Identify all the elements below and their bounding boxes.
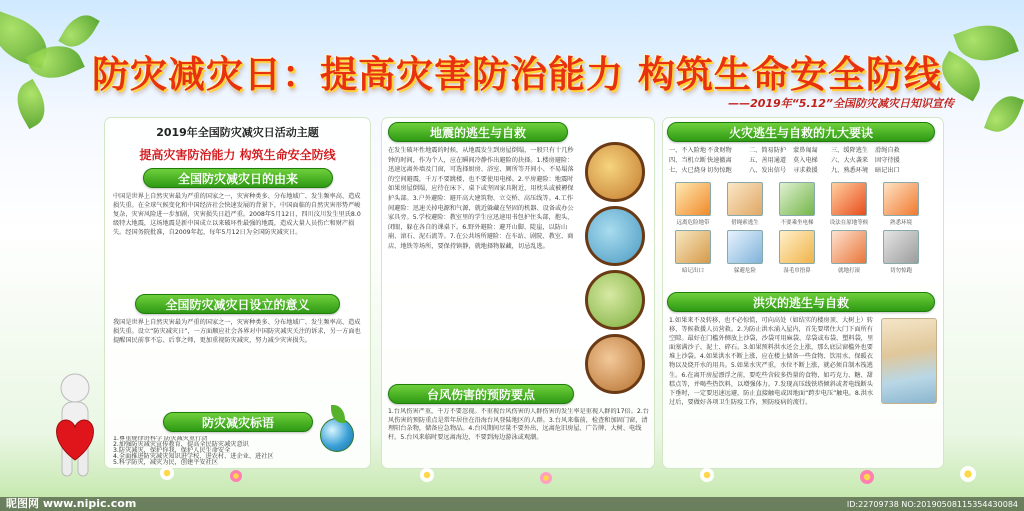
slogan-item: 1.尊重规律讲科学 防灾减灾重行动 [113,436,208,442]
fire-illustration [831,182,867,216]
person-with-heart-figure [40,372,110,482]
fire-illustration [675,182,711,216]
slogan-list [113,436,313,466]
quake-illustration [585,270,645,330]
meaning-heading: 全国防灾减灾日设立的意义 [135,294,340,314]
flower-decoration [160,466,174,480]
slogan-item: 5.科学防灾，减灾为民，创建平安社区 [113,459,218,466]
typhoon-heading: 台风伤害的预防要点 [388,384,574,404]
typhoon-text: 1.台风伤害严重，千万不要忽视。不重视台风伤害的人群伤害的发生率是重视人群的17倍。2.台风伤害的预防重点是常年居住在沿海台风登陆地区的人群。3.台风来临前，检查和加固门窗，清理阳台杂物，储备应急物品。4.台风期间尽量不要外出，远离危旧房屋、广告牌、大树、电线杆。5.台风来临时要远离海边，不要到海边游泳或观潮。 [388,408,649,441]
fire-illustration [727,230,763,264]
fire-tip: 快速撤离 [707,157,732,164]
quake-illustration [585,334,645,394]
page-title: 防灾减灾日：提高灾害防治能力 构筑生命安全防线 [92,53,942,96]
quake-text: 在发生破坏性地震的时候，从地震发生到房屋倒塌，一般只有十几秒钟的时间，作为个人，应在瞬间冷静作出避险的抉择。1.楼房避险：迅速远离外墙及门窗，可选择厨房、浴室、厕所等开间小、不易塌落的空间避震，千万不要跳楼，也不要使用电梯。2.平房避险：地震时如果房屋倒塌，应待在床下、桌下或坚固家具附近，用枕头或被褥保护头部。3.户外避险：避开高大建筑物、立交桥、高压线等。4.工作间避险：迅速关掉电源和气源，就近躲藏在坚固的机器、设备或办公家具旁。5.学校避险：教室里的学生应迅速用书包护住头部，抱头、闭眼，躲在各自的课桌下。6.野外避险：避开山脚、陡崖，以防山崩、滚石、泥石流等。7.在公共场所避险：在车站、剧院、教室、商店、地铁等场所，要保持镇静，就地择物躲藏，切忌乱逃。 [388,147,574,250]
flower-decoration [540,472,552,484]
fire-caption: 远离危险地带 [676,220,710,226]
fire-heading: 火灾逃生与自救的九大要诀 [667,122,935,142]
fire-tips [669,146,937,176]
fire-illustration [883,182,919,216]
fire-tip: 蒙鼻匍匐 [793,147,818,154]
fire-tip: 三、缓降逃生 [831,147,869,154]
fire-tip: 九、熟悉环境 [831,167,869,174]
flower-decoration [700,468,714,482]
fire-caption: 湿毛巾捂鼻 [783,268,811,274]
page-subtitle: ——2019年“5.12”全国防灾减灾日知识宣传 [728,97,954,110]
quake-illustration [585,142,645,202]
fire-illustration [883,230,919,264]
theme-slogan: 提高灾害防治能力 构筑生命安全防线 [139,148,336,162]
flower-decoration [230,470,242,482]
quake-illustration [585,206,645,266]
slogan-heading: 防灾减灾标语 [163,412,313,432]
fire-tip: 不贪财物 [707,147,732,154]
leaf-decoration [8,79,53,129]
left-panel [105,118,370,468]
fire-illustration [727,182,763,216]
slogan-item: 2.加强防灾减灾宣传教育，提高全民防灾减灾意识 [113,441,249,448]
fire-tip: 固守待援 [875,157,900,164]
slogan-item: 3.防灾减灾，保护你我，保护人民生命安全 [113,447,231,454]
fire-tip: 一、不入险地 [669,147,707,154]
fire-illustration [675,230,711,264]
fire-illustration [779,230,815,264]
leaf-decoration [984,90,1024,137]
globe-icon [320,418,354,452]
meaning-text: 我国是世界上自然灾害最为严重的国家之一，灾害种类多、分布地域广、发生频率高、造成损失重。设立“防灾减灾日”，一方面顺应社会各界对中国防灾减灾关注的诉求，另一方面也提醒国民前事不忘、后事之师，更加重视防灾减灾，努力减少灾害损失。 [113,319,361,344]
fire-illustration [779,182,815,216]
flower-decoration [960,466,976,482]
fire-caption: 设法在原地等候 [829,220,869,226]
fire-caption: 借绳索逃生 [731,220,759,226]
theme-title: 2019年全国防灾减灾日活动主题 [156,126,319,139]
fire-caption: 不要乘坐电梯 [780,220,814,226]
fire-tip: 滑绳自救 [875,147,900,154]
origin-text: 中国是世界上自然灾害最为严重的国家之一，灾害种类多、分布地域广、发生频率高、造成损失重。在全球气候变化和中国经济社会快速发展的背景下，中国面临的自然灾害形势严峻复杂，灾害风险进一步加剧，灾害损失日趋严重。2008年5月12日，四川汶川发生里氏8.0级特大地震，这场地震是新中国成立以来破坏性最强的地震，造成大量人员伤亡和财产损失。经国务院批准，自2009年起，每年5月12日为全国防灾减灾日。 [113,193,361,236]
origin-heading: 全国防灾减灾日的由来 [143,168,333,188]
fire-tip: 六、大火袭来 [831,157,869,164]
fire-tip: 二、简易防护 [749,147,787,154]
fire-caption: 熟悉环境 [889,220,912,226]
fire-tip: 五、善用通道 [749,157,787,164]
flood-text: 1.如果来不及转移，也不必惊慌，可向高处（如结实的楼房顶、大树上）转移，等候救援人员营救。2.为防止洪水涌入屋内，首先要堵住大门下面所有空隙。最好在门槛外侧放上沙袋，沙袋可用麻袋、草袋或布袋、塑料袋，里面塞满沙子、泥土、碎石。3.如果预料洪水还会上涨，那么底层窗槛外也要堆上沙袋。4.如果洪水不断上涨，应在楼上储备一些食物、饮用水、保暖衣物以及烧开水的用具。5.如果水灾严重，水位不断上涨，就必须自制木筏逃生。6.在离开房屋漂浮之前，要吃些含较多热量的食物，如巧克力、糖、甜糕点等，并喝些热饮料，以增强体力。7.发现高压线铁塔倾斜或者电线断头下垂时，一定要迅速远避，防止直接触电或因地面“跨步电压”触电。8.洪水过后，要做好各项卫生防疫工作，预防疫病的流行。 [669,317,874,406]
watermark-site: 昵图网 www.nipic.com [6,497,137,510]
fire-tip: 暗记出口 [875,167,900,174]
fire-tip: 切勿惊跑 [707,167,732,174]
flood-illustration [881,318,937,404]
flood-heading: 洪灾的逃生与自救 [667,292,935,312]
flower-decoration [420,468,434,482]
quake-heading: 地震的逃生与自救 [388,122,568,142]
fire-caption: 切勿惊跑 [889,268,912,274]
fire-tip: 莫入电梯 [793,157,818,164]
fire-caption: 躲避危险 [733,268,756,274]
fire-caption: 就地打滚 [837,268,860,274]
watermark-id: ID:22709738 NO:20190508115354430084 [846,500,1018,509]
fire-caption: 暗记出口 [681,268,704,274]
fire-illustration [831,230,867,264]
flower-decoration [860,470,874,484]
fire-tip: 四、当机立断 [669,157,707,164]
fire-tip: 寻求救援 [793,167,818,174]
fire-tip: 七、火已烧身 [669,167,707,174]
fire-tip: 八、发出信号 [749,167,787,174]
right-panel [663,118,943,468]
slogan-item: 4.全面推进防灾减灾知识进学校、进农村、进企业、进社区 [113,453,274,460]
middle-panel [382,118,654,468]
